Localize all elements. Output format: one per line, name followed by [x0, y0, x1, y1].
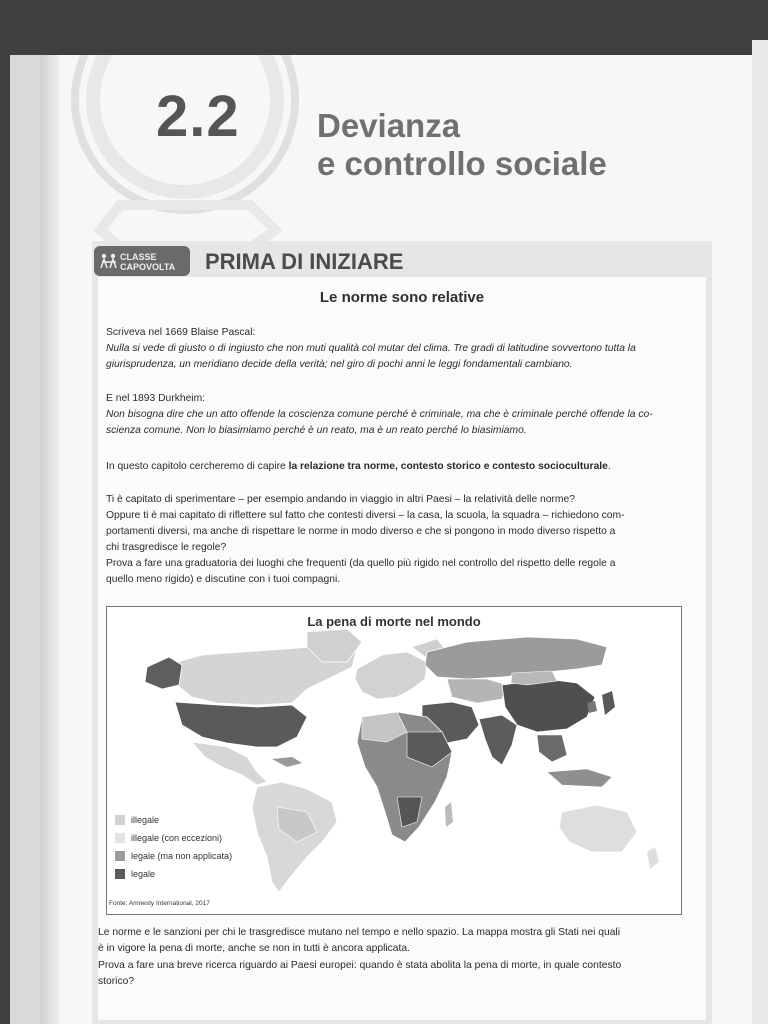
- question-line: Ti è capitato di sperimentare – per esempio andando in viaggio in altri Paesi – la relatività delle norme?: [106, 494, 575, 505]
- section-title: PRIMA DI INIZIARE: [205, 249, 404, 274]
- question-line: portamenti diversi, ma anche di rispettare le norme in modo diverso e che si pongono in modo diverso rispetto a: [106, 526, 616, 537]
- chapter-goal-after: .: [607, 461, 611, 472]
- pascal-quote-line2: giurisprudenza, un meridiano decide della verità; nel giro di pochi anni le leggi fondamentali cambiano.: [106, 359, 573, 370]
- figure-title: La pena di morte nel mondo: [307, 614, 481, 629]
- badge-line1: CLASSE: [120, 252, 157, 262]
- right-page-edge: [752, 40, 768, 1024]
- closing-line: storico?: [98, 975, 135, 987]
- chapter-title: [317, 107, 607, 183]
- book-spine-shadow: [40, 55, 62, 1024]
- content-box: [98, 277, 706, 1020]
- legend-label: legale (ma non applicata): [131, 851, 233, 861]
- legend-label: illegale (con eccezioni): [131, 833, 223, 843]
- map-legend: [115, 811, 232, 883]
- legend-swatch: [115, 833, 125, 843]
- durkheim-quote-line2: scienza comune. Non lo biasimiamo perché è un reato, ma è un reato perché lo biasimiamo.: [106, 425, 527, 436]
- question-line: Prova a fare una graduatoria dei luoghi che frequenti (da quello più rigido nel controllo del rispetto delle regole a: [106, 558, 616, 569]
- question-line: quello meno rigido) e discutine con i tuoi compagni.: [106, 574, 341, 585]
- legend-item: [115, 847, 232, 865]
- legend-item: [115, 829, 232, 847]
- legend-swatch: [115, 815, 125, 825]
- legend-swatch: [115, 869, 125, 879]
- legend-label: legale: [131, 869, 156, 879]
- durkheim-quote-line1: Non bisogna dire che un atto offende la coscienza comune perché è criminale, ma che è criminale perché offende la co-: [106, 409, 653, 420]
- chapter-goal-before: In questo capitolo cercheremo di capire: [106, 461, 289, 472]
- chapter-title-line1: Devianza: [317, 107, 461, 144]
- chapter-goal-bold: la relazione tra norme, contesto storico e contesto socioculturale: [288, 461, 608, 472]
- closing-text: [98, 925, 694, 990]
- pascal-quote-line1: Nulla si vede di giusto o di ingiusto che non muti qualità col mutar del clima. Tre gradi di latitudine sovvertono tutta la: [106, 343, 636, 354]
- figure-source: Fonte: Amnesty International, 2017: [109, 900, 210, 907]
- chapter-title-line2: e controllo sociale: [317, 145, 607, 182]
- subtitle: Le norme sono relative: [319, 289, 485, 306]
- legend-item: [115, 811, 232, 829]
- chapter-goal: [106, 459, 692, 475]
- question-line: chi trasgredisce le regole?: [106, 542, 227, 553]
- book-page: [60, 55, 752, 1024]
- closing-line: Prova a fare una breve ricerca riguardo ai Paesi europei: quando è stata abolita la pena di morte, in quale contesto: [98, 959, 622, 971]
- people-icon: [99, 252, 119, 270]
- legend-item: [115, 865, 232, 883]
- pascal-intro: Scriveva nel 1669 Blaise Pascal:: [106, 327, 256, 338]
- classe-capovolta-badge: [94, 246, 190, 276]
- durkheim-intro: E nel 1893 Durkheim:: [106, 393, 206, 404]
- death-penalty-map-figure: [106, 606, 682, 915]
- legend-swatch: [115, 851, 125, 861]
- question-line: Oppure ti è mai capitato di riflettere sul fatto che contesti diversi – la casa, la scuola, la squadra – richiedono com-: [106, 510, 625, 521]
- legend-label: illegale: [131, 815, 160, 825]
- closing-line: è in vigore la pena di morte, anche se non in tutti è ancora applicata.: [98, 943, 410, 955]
- chapter-number: 2.2: [156, 84, 240, 149]
- closing-line: Le norme e le sanzioni per chi le trasgredisce mutano nel tempo e nello spazio. La mappa mostra gli Stati nei quali: [98, 927, 620, 938]
- badge-line2: CAPOVOLTA: [120, 262, 176, 272]
